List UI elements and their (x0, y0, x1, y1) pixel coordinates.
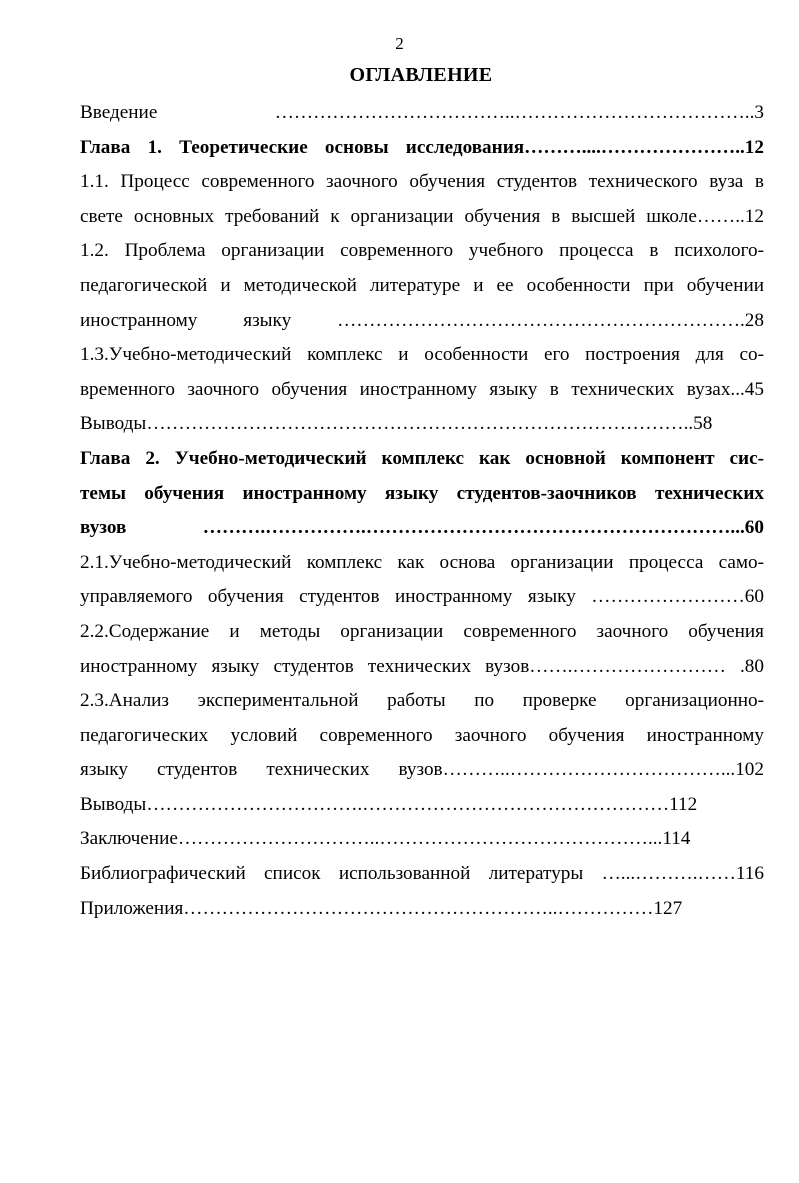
toc-section-1-3-line-1: 1.3.Учебно-методический комплекс и особенности его построения для со- (80, 344, 764, 366)
page-title: ОГЛАВЛЕНИЕ (349, 64, 493, 86)
toc-section-1-2-line-1: 1.2. Проблема организации современного учебного процесса в психолого- (80, 240, 764, 262)
toc-section-1-1-line-1: 1.1. Процесс современного заочного обучения студентов технического вуза в (80, 171, 764, 193)
toc-chapter-2-line-1: Глава 2. Учебно-методический комплекс как основной компонент сис- (80, 447, 764, 469)
toc-section-2-1-line-1: 2.1.Учебно-методический комплекс как основа организации процесса само- (80, 551, 764, 573)
toc-section-1-2-line-3: иностранному языку ……………………………………………………….28 (80, 309, 764, 331)
toc-conclusions-2: Выводы…………………………….…………………………………………112 (80, 793, 698, 815)
toc-section-2-2-line-2: иностранному языку студентов технических вузов…….…………………… .80 (80, 655, 764, 677)
toc-chapter-2-line-3: вузов ……….…………….…………………………………………………...60 (80, 517, 764, 539)
toc-section-2-1-line-2: управляемого обучения студентов иностранному языку ……………………60 (80, 586, 764, 608)
toc-bibliography: Библиографический список использованной литературы …...……….……116 (80, 863, 764, 885)
toc-section-1-3-line-2: временного заочного обучения иностранному языку в технических вузах...45 (80, 378, 764, 400)
toc-appendices: Приложения…………………………………………………..……………127 (80, 897, 683, 919)
page-number: 2 (395, 34, 404, 53)
toc-section-2-2-line-1: 2.2.Содержание и методы организации современного заочного обучения (80, 620, 764, 642)
toc-conclusions-1: Выводы…………………………………………………………………………..58 (80, 413, 713, 435)
toc-section-1-2-line-2: педагогической и методической литературе и ее особенности при обучении (80, 274, 764, 296)
toc-chapter-2-line-2: темы обучения иностранному языку студентов-заочников технических (80, 482, 764, 504)
toc-intro: Введение ………………………………..………………………………..3 (80, 102, 764, 123)
toc-section-1-1-line-2: свете основных требований к организации обучения в высшей школе……..12 (80, 205, 764, 227)
table-of-contents (80, 96, 764, 926)
toc-section-2-3-line-3: языку студентов технических вузов………..……………………………...102 (80, 759, 764, 781)
toc-section-2-3-line-2: педагогических условий современного заочного обучения иностранному (80, 724, 764, 746)
toc-section-2-3-line-1: 2.3.Анализ экспериментальной работы по проверке организационно- (80, 690, 764, 712)
toc-conclusion: Заключение…………………………..……………………………………...114 (80, 828, 691, 850)
toc-chapter-1: Глава 1. Теоретические основы исследования………....…………………..12 (80, 136, 764, 158)
